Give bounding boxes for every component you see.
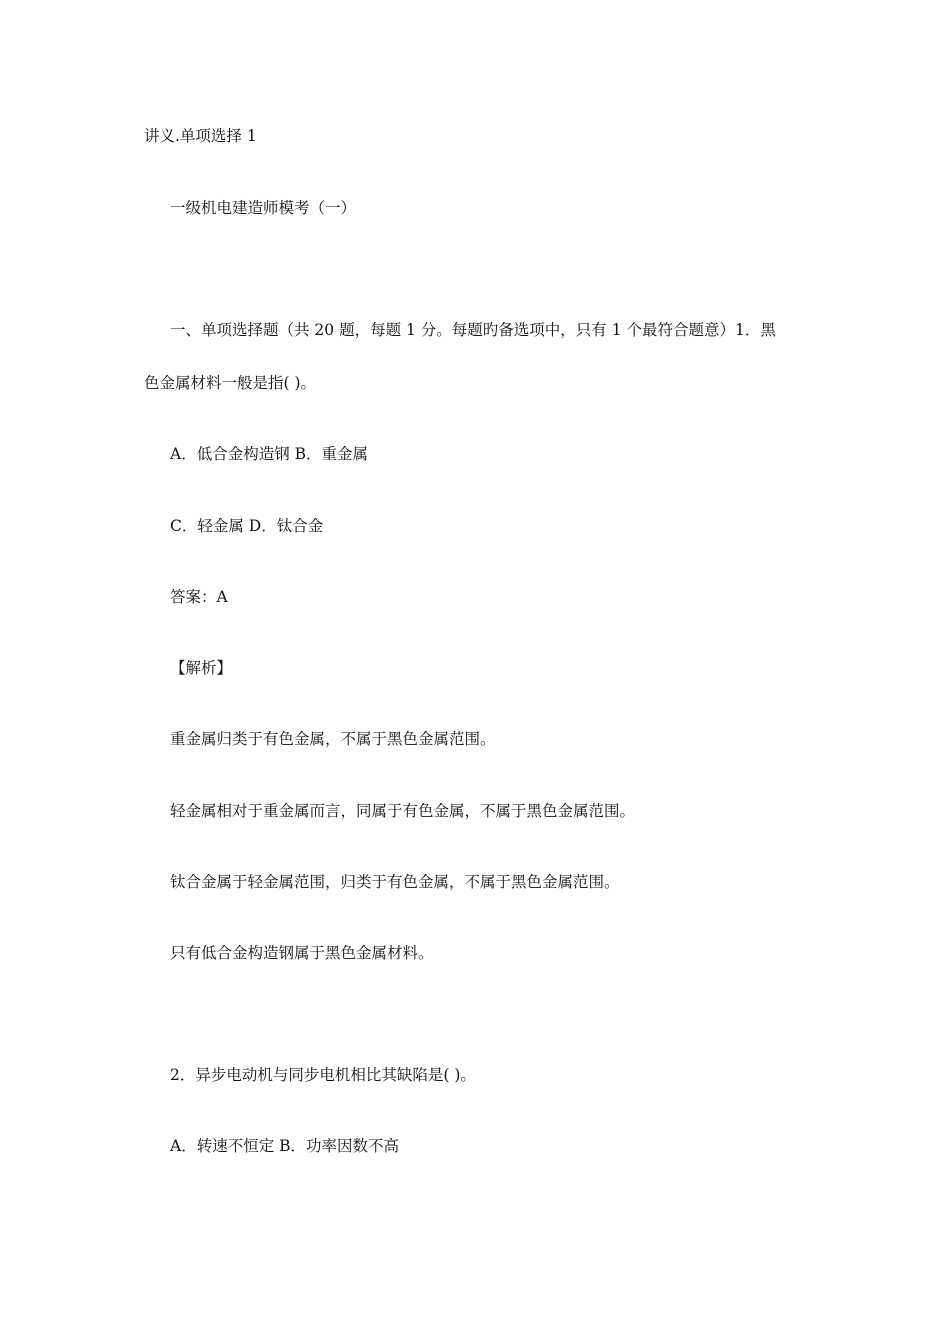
- question-2-stem: 2．异步电动机与同步电机相比其缺陷是( )。: [170, 1066, 476, 1084]
- question-1-stem: 色金属材料一般是指( )。: [144, 374, 317, 392]
- question-1-analysis-line: 钛合金属于轻金属范围，归类于有色金属，不属于黑色金属范围。: [170, 873, 620, 891]
- question-1-analysis-line: 轻金属相对于重金属而言，同属于有色金属，不属于黑色金属范围。: [170, 802, 636, 820]
- question-2-options-ab: A．转速不恒定 B．功率因数不高: [170, 1137, 400, 1155]
- document-header: 讲义.单项选择 1: [144, 127, 257, 145]
- question-1-analysis-line: 重金属归类于有色金属，不属于黑色金属范围。: [170, 730, 496, 748]
- question-1-options-cd: C．轻金属 D．钛合金: [170, 517, 324, 535]
- question-1-answer: 答案：A: [170, 588, 228, 606]
- question-1-options-ab: A．低合金构造钢 B．重金属: [170, 445, 369, 463]
- section-intro: 一、单项选择题（共 20 题，每题 1 分。每题旳备选项中，只有 1 个最符合题意）1．黑: [170, 321, 776, 339]
- question-1-analysis-line: 只有低合金构造钢属于黑色金属材料。: [170, 944, 434, 962]
- document-subtitle: 一级机电建造师模考（一）: [170, 199, 357, 217]
- question-1-analysis-heading: 【解析】: [170, 659, 233, 677]
